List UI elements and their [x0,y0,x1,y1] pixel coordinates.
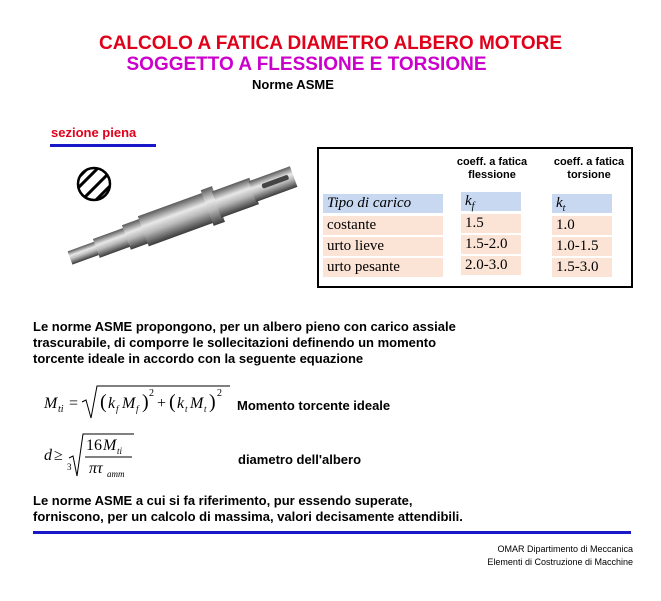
footer [487,543,633,569]
footer-line-1: OMAR Dipartimento di Meccanica [497,544,633,554]
diameter-label: diametro dell'albero [238,452,362,467]
svg-text:(: ( [169,391,176,413]
svg-text:t: t [185,404,188,414]
svg-text:M: M [44,395,58,412]
svg-text:ti: ti [117,446,123,456]
ideal-torque-label: Momento torcente ideale [237,398,391,413]
svg-text:k: k [177,395,185,412]
fatigue-coefficient-table [317,147,633,288]
svg-text:πτ: πτ [89,460,103,477]
svg-text:M: M [103,437,117,454]
svg-text:2: 2 [217,388,222,399]
table-row-kt: 1.5-3.0 [552,258,612,277]
intro-paragraph: Le norme ASME propongono, per un albero pieno con carico assiale trascurabile, di comporre le sollecitazioni definendo un momento torcente ideale in accordo con la seguente equazione [33,319,456,366]
title-line-1: CALCOLO A FATICA DIAMETRO ALBERO MOTORE [98,33,562,54]
svg-text:2: 2 [149,388,154,399]
svg-text:16: 16 [86,437,102,454]
svg-text:f: f [136,404,139,414]
table-row-kf: 2.0-3.0 [461,256,521,275]
svg-text:3: 3 [67,462,72,472]
svg-text:(: ( [100,391,107,413]
table-row-kf: 1.5 [461,214,521,233]
section-label: sezione piena [51,125,137,140]
svg-text:d: d [44,447,52,464]
title-line-2: SOGGETTO A FLESSIONE E TORSIONE [126,54,487,75]
svg-text:+: + [157,395,167,412]
svg-text:≥: ≥ [54,447,63,464]
subtitle: Norme ASME [252,77,334,92]
closing-paragraph: Le norme ASME a cui si fa riferimento, pur essendo superate, forniscono, per un calcolo di massima, valori decisamente attendibili. [33,493,463,524]
table-row-label: urto pesante [323,258,443,277]
svg-text:t: t [204,404,207,414]
ideal-torque-formula [42,382,232,424]
svg-text:ti: ti [58,404,64,415]
svg-text:k: k [108,395,116,412]
footer-line-2: Elementi di Costruzione di Macchine [487,557,633,567]
svg-text:M: M [122,395,136,412]
table-row-label: urto lieve [323,237,443,256]
svg-text:f: f [116,404,119,414]
table-row-label: costante [323,216,443,235]
table-row-kt: 1.0-1.5 [552,237,612,256]
kt-header: $k_t$ [552,194,612,213]
solid-section-icon [75,165,113,203]
section-underline [50,144,156,147]
svg-text:amm: amm [107,469,125,479]
shaft-diameter-formula [42,430,162,482]
header-flessione: coeff. a fatica flessione [456,156,528,181]
svg-text:): ) [209,391,216,413]
header-torsione: coeff. a fatica torsione [553,156,625,181]
table-row-kt: 1.0 [552,216,612,235]
kf-header: $k_f$ [461,192,521,211]
load-type-header: Tipo di carico [323,194,443,213]
svg-text:): ) [142,391,149,413]
svg-text:M: M [190,395,204,412]
bottom-divider [33,531,631,534]
svg-text:=: = [69,395,79,412]
table-row-kf: 1.5-2.0 [461,235,521,254]
